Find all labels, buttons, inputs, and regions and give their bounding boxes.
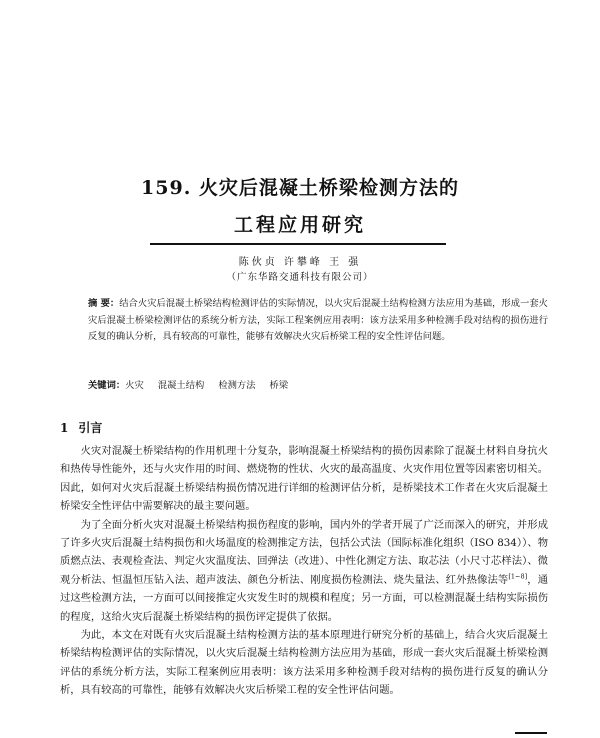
paper-title-line-1: 159. 火灾后混凝土桥梁检测方法的 xyxy=(141,177,459,199)
keywords-label: 关键词： xyxy=(88,380,126,391)
keyword-item: 混凝土结构 xyxy=(157,380,205,391)
section-heading xyxy=(60,419,102,436)
keyword-item: 火灾 xyxy=(125,380,144,391)
paragraph-2-text-a: 为了全面分析火灾对混凝土桥梁结构损伤程度的影响，国内外的学者开展了广泛而深入的研究，并形成了许多火灾后混凝土结构损伤和火场温度的检测推定方法，包括公式法（国际标准化组织（ISO 834））、物质燃点法、表观检查法、判定火灾温度法、回弹法（改进）、中性化测定方法、取芯法（小尺寸芯样法）、微观分析法、恒温恒压钻入法、超声波法、颜色分析法、刚度损伤检测法、烧失量法、红外热像法等 xyxy=(60,518,548,586)
authors: 陈伙贞 许攀峰 王 强 xyxy=(238,257,362,268)
body-paragraph-3: 为此，本文在对既有火灾后混凝土结构检测方法的基本原理进行研究分析的基础上，结合火灾后混凝土桥梁结构检测评估的实际情况，以火灾后混凝土结构检测方法应用为基础，形成一套火灾后混凝土桥梁检测评估的系统分析方法，实际工程案例应用表明：该方法采用多种检测手段对结构的损伤进行反复的确认分析，具有较高的可靠性，能够有效解决火灾后桥梁工程的安全性评估问题。 xyxy=(60,629,548,697)
title-divider xyxy=(150,243,446,245)
citation-reference: [1~8] xyxy=(508,572,528,581)
section-title: 引言 xyxy=(78,421,103,435)
abstract xyxy=(88,296,548,346)
body-paragraph-2 xyxy=(60,516,548,626)
abstract-text: 结合火灾后混凝土桥梁结构检测评估的实际情况，以火灾后混凝土结构检测方法应用为基础，形成一套火灾后混凝土桥梁检测评估的系统分析方法，实际工程案例应用表明：该方法采用多种检测手段对结构的损伤进行反复的确认分析，具有较高的可靠性，能够有效解决火灾后桥梁工程的安全性评估问题。 xyxy=(88,298,548,342)
section-number: 1 xyxy=(60,421,69,435)
affiliation: （广东华路交通科技有限公司） xyxy=(226,272,374,283)
keywords xyxy=(88,377,548,391)
body-text xyxy=(60,442,548,700)
body-paragraph-1: 火灾对混凝土桥梁结构的作用机理十分复杂，影响混凝土桥梁结构的损伤因素除了混凝土材料自身抗火和热传导性能外，还与火灾作用的时间、燃烧物的性状、火灾的最高温度、火灾作用位置等因素密切相关。因此，如何对火灾后混凝土桥梁结构损伤情况进行详细的检测评估分析，是桥梁技术工作者在火灾后混凝土桥梁安全性评估中需要解决的最主要问题。 xyxy=(60,445,548,513)
keyword-item: 检测方法 xyxy=(218,380,256,391)
paper-title-line-2: 工程应用研究 xyxy=(233,214,366,236)
page-footer-mark xyxy=(515,732,547,734)
abstract-label: 摘 要： xyxy=(88,298,120,309)
paragraph-2-text-b: ，通过这些检测方法，一方面可以间接推定火灾发生时的规模和程度；另一方面，可以检测混凝土结构实际损伤的程度，这给火灾后混凝土桥梁结构的损伤评定提供了依据。 xyxy=(60,573,549,623)
keyword-item: 桥梁 xyxy=(269,380,289,391)
